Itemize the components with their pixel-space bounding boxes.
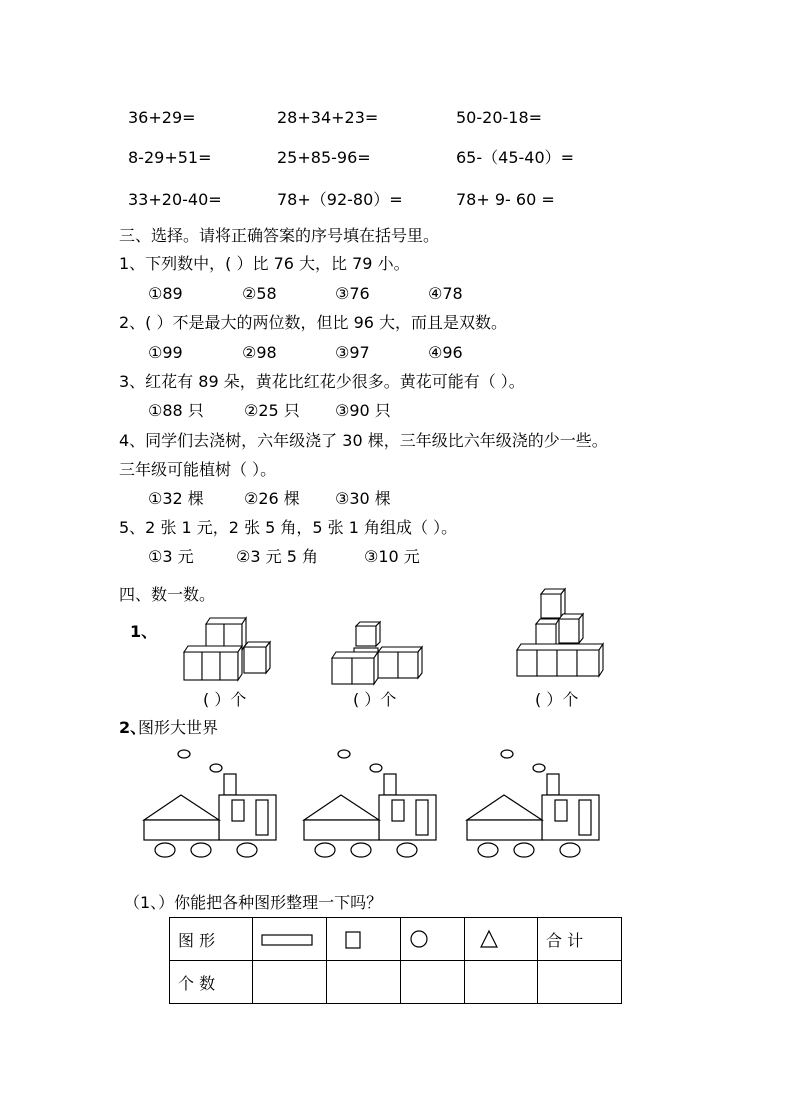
table-header-shape: 图 形 <box>170 918 253 961</box>
q1-opt4: ④78 <box>428 284 463 303</box>
q2-opt1: ①99 <box>148 343 183 362</box>
train-figure-2 <box>300 744 442 860</box>
circle-icon <box>409 929 429 949</box>
blank-count-1[interactable]: ( ）个 <box>203 690 247 709</box>
table-row <box>170 961 622 1004</box>
q5-opt1: ①3 元 <box>148 547 194 566</box>
arith-r2c2: 25+85-96= <box>277 148 371 167</box>
arith-r3c3: 78+ 9- 60 = <box>456 190 555 209</box>
cube-stack-figure-1 <box>180 614 274 682</box>
shape-count-table <box>169 917 622 1004</box>
q1-text: 1、下列数中，( ）比 76 大，比 79 小。 <box>119 254 410 273</box>
arith-r2c3: 65-（45-40）= <box>456 148 575 167</box>
blank-count-2[interactable]: ( ）个 <box>353 690 397 709</box>
cube-stack-figure-2 <box>328 620 424 686</box>
table-cell-triangle <box>465 918 538 961</box>
count-cell-circle[interactable] <box>401 961 465 1004</box>
arith-r3c2: 78+（92-80）= <box>277 190 403 209</box>
arith-r2c1: 8-29+51= <box>128 148 212 167</box>
arith-r3c1: 33+20-40= <box>128 190 222 209</box>
triangle-icon <box>479 929 499 949</box>
q4-opt1: ①32 棵 <box>148 489 204 508</box>
q1-opt3: ③76 <box>335 284 370 303</box>
sub-question-1: （1、）你能把各种图形整理一下吗？ <box>124 893 383 912</box>
table-cell-rectangle <box>253 918 327 961</box>
q2-opt3: ③97 <box>335 343 370 362</box>
count-cell-total[interactable] <box>538 961 622 1004</box>
cube-stack-figure-3 <box>514 586 610 678</box>
arith-r1c1: 36+29= <box>128 108 196 127</box>
q4-text2: 三年级可能植树（ ）。 <box>119 460 277 479</box>
q4-text: 4、同学们去浇树，六年级浇了 30 棵，三年级比六年级浇的少一些。 <box>119 431 608 450</box>
part2-label: 2、 <box>119 718 147 737</box>
count-cell-square[interactable] <box>327 961 401 1004</box>
blank-count-3[interactable]: ( ）个 <box>535 690 579 709</box>
q2-opt2: ②98 <box>242 343 277 362</box>
train-figure-1 <box>140 744 282 860</box>
q3-opt2: ②25 只 <box>244 401 300 420</box>
part2-title: 图形大世界 <box>138 718 219 737</box>
q5-text: 5、2 张 1 元，2 张 5 角，5 张 1 角组成（ ）。 <box>119 518 458 537</box>
arith-r1c2: 28+34+23= <box>277 108 379 127</box>
table-row-count-label: 个 数 <box>170 961 253 1004</box>
section4-heading: 四、数一数。 <box>119 585 216 604</box>
q5-opt2: ②3 元 5 角 <box>236 547 318 566</box>
part1-label: 1、 <box>130 622 158 641</box>
q1-opt1: ①89 <box>148 284 183 303</box>
q1-opt2: ②58 <box>242 284 277 303</box>
q3-opt1: ①88 只 <box>148 401 204 420</box>
table-row <box>170 918 622 961</box>
table-cell-square <box>327 918 401 961</box>
q2-text: 2、( ）不是最大的两位数，但比 96 大，而且是双数。 <box>119 313 508 332</box>
q3-opt3: ③90 只 <box>335 401 391 420</box>
square-icon <box>345 931 361 949</box>
table-cell-circle <box>401 918 465 961</box>
rectangle-icon <box>261 934 313 946</box>
q5-opt3: ③10 元 <box>364 547 420 566</box>
table-header-total: 合 计 <box>538 918 622 961</box>
q3-text: 3、红花有 89 朵，黄花比红花少很多。黄花可能有（ ）。 <box>119 372 525 391</box>
q2-opt4: ④96 <box>428 343 463 362</box>
count-cell-triangle[interactable] <box>465 961 538 1004</box>
q4-opt3: ③30 棵 <box>335 489 391 508</box>
train-figure-3 <box>463 744 605 860</box>
section3-heading: 三、选择。请将正确答案的序号填在括号里。 <box>119 226 440 245</box>
arith-r1c3: 50-20-18= <box>456 108 543 127</box>
q4-opt2: ②26 棵 <box>244 489 300 508</box>
count-cell-rectangle[interactable] <box>253 961 327 1004</box>
